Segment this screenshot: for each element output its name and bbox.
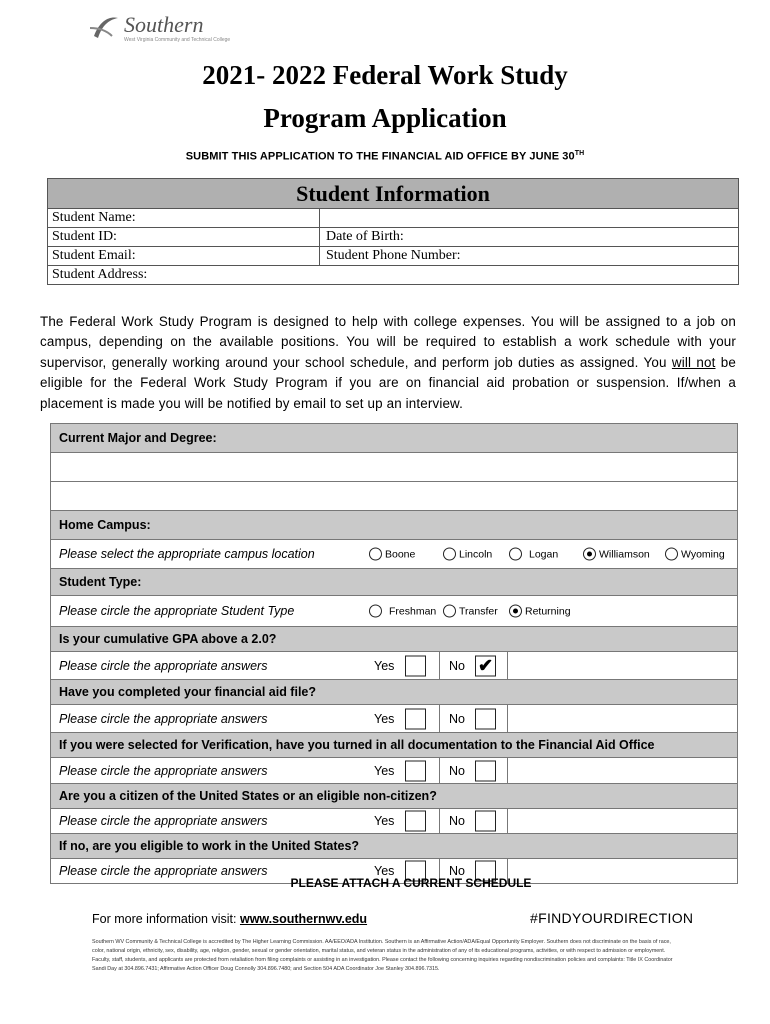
radio-icon <box>665 548 678 561</box>
student-name-label: Student Name: <box>48 209 320 227</box>
verification-answer-row <box>51 757 737 783</box>
radio-icon <box>369 605 382 618</box>
major-input[interactable] <box>51 452 737 481</box>
citizenship-question: Are you a citizen of the United States or an eligible non-citizen? <box>51 783 737 808</box>
type-option-returning[interactable] <box>509 605 571 618</box>
gpa-no-label: No <box>449 658 465 673</box>
student-id-label: Student ID: <box>48 228 320 246</box>
type-heading: Student Type: <box>51 568 737 595</box>
campus-option-logan[interactable] <box>509 548 558 561</box>
spacer-row <box>51 481 737 510</box>
citizenship-yes-label: Yes <box>374 814 395 828</box>
student-name-field[interactable] <box>320 209 738 227</box>
major-heading: Current Major and Degree: <box>51 423 737 452</box>
citizenship-no-label: No <box>449 814 465 828</box>
work-eligibility-question: If no, are you eligible to work in the United States? <box>51 833 737 858</box>
divider <box>439 758 440 783</box>
financial-aid-question: Have you completed your financial aid file? <box>51 679 737 704</box>
financial-aid-yes-checkbox[interactable] <box>405 708 426 729</box>
verification-yes-checkbox[interactable] <box>405 760 426 781</box>
citizenship-answer-row <box>51 808 737 833</box>
divider <box>439 705 440 732</box>
financial-aid-no-checkbox[interactable] <box>475 708 496 729</box>
verification-yes-label: Yes <box>374 763 395 778</box>
gpa-prompt: Please circle the appropriate answers <box>59 658 268 673</box>
verification-prompt: Please circle the appropriate answers <box>59 763 268 778</box>
description-emphasis: will not <box>671 354 716 370</box>
page-title: 2021- 2022 Federal Work Study <box>202 60 568 90</box>
student-name-row <box>48 209 738 228</box>
type-option-label: Transfer <box>459 605 498 617</box>
campus-option-label: Lincoln <box>459 548 493 560</box>
divider <box>439 809 440 833</box>
campus-option-boone[interactable] <box>369 548 415 561</box>
campus-option-label: Williamson <box>599 548 650 560</box>
submission-instruction <box>0 150 770 163</box>
logo-subtitle: West Virginia Community and Technical College <box>124 37 231 43</box>
radio-icon <box>509 548 522 561</box>
program-description <box>40 312 736 414</box>
submission-sup: TH <box>574 150 585 157</box>
phone-label[interactable]: Student Phone Number: <box>326 248 461 263</box>
citizenship-prompt: Please circle the appropriate answers <box>59 814 268 828</box>
campus-option-wyoming[interactable] <box>665 548 725 561</box>
campus-option-williamson[interactable] <box>583 548 650 561</box>
type-prompt: Please circle the appropriate Student Type <box>59 604 295 618</box>
gpa-yes-checkbox[interactable] <box>405 655 426 676</box>
citizenship-no-checkbox[interactable] <box>475 811 496 832</box>
gpa-question: Is your cumulative GPA above a 2.0? <box>51 626 737 651</box>
campus-option-label: Boone <box>385 548 416 560</box>
verification-no-checkbox[interactable] <box>475 760 496 781</box>
campus-option-label: Logan <box>529 548 559 560</box>
submission-text: SUBMIT THIS APPLICATION TO THE FINANCIAL AID OFFICE BY JUNE 30 <box>185 150 575 163</box>
radio-icon <box>443 548 456 561</box>
divider <box>439 652 440 679</box>
student-address-row <box>48 266 738 284</box>
attach-schedule-note: PLEASE ATTACH A CURRENT SCHEDULE <box>290 876 532 890</box>
gpa-answer-row <box>51 651 737 679</box>
description-part1: The Federal Work Study Program is designed to help with college expenses. You will be assigned to a job on campus, depending on the available positions. You will be required to establish a work schedule with your supervisor, generally working around your school schedule, and perform job duties as assigned. You <box>40 314 736 370</box>
radio-icon <box>369 548 382 561</box>
page-subtitle: Program Application <box>263 103 507 133</box>
checkmark-icon: ✔ <box>477 655 494 675</box>
financial-aid-prompt: Please circle the appropriate answers <box>59 711 268 726</box>
student-email-row <box>48 247 738 266</box>
type-option-freshman[interactable] <box>369 605 436 618</box>
college-logo <box>90 10 250 48</box>
campus-heading: Home Campus: <box>51 510 737 539</box>
verification-question: If you were selected for Verification, have you turned in all documentation to the Financial Aid Office <box>51 732 737 757</box>
divider <box>507 758 508 783</box>
description-part2: be eligible for the Federal Work Study Program if you are on financial aid probation or suspension. If/when a placement is made you will be notified by email to set up an interview. <box>40 354 736 411</box>
slogan: #FINDYOURDIRECTION <box>530 910 694 926</box>
application-questions-table <box>50 423 738 884</box>
type-option-label: Freshman <box>389 605 437 617</box>
type-row <box>51 595 737 626</box>
campus-option-label: Wyoming <box>681 548 725 560</box>
work-eligibility-yes-label: Yes <box>374 864 395 878</box>
citizenship-yes-checkbox[interactable] <box>405 811 426 832</box>
student-address-label[interactable]: Student Address: <box>52 267 148 282</box>
type-option-transfer[interactable] <box>443 605 498 618</box>
campus-prompt: Please select the appropriate campus location <box>59 547 315 561</box>
gpa-yes-label: Yes <box>374 658 395 673</box>
student-info-table <box>47 178 739 285</box>
dob-label[interactable]: Date of Birth: <box>326 229 404 244</box>
student-id-row <box>48 228 738 247</box>
nondiscrimination-statement: Southern WV Community & Technical College is accredited by The Higher Learning Commission. AA/EEO/ADA Institution. Southern is an Affirmative Action/ADA/Equal Opportunity Employer. Southern does not discriminate on the basis of race, color, national origin, ethnicity, sex, disability, age, religion, gender, sexual or gender orientation, marital status, and veteran status in the administration of any of its educational programs, activities, or with respect to admission or employment. Faculty, staff, students, and applicants are protected from retaliation from filing complaints or assisting in an investigation. Please contact the following concerning inquiries regarding nondiscrimination policies and complaints: Title IX Coordinator Sandi Day at 304.896.7431; Affirmative Action Officer Doug Connolly 304.896.7480; and Section 504 ADA Coordinator Joe Stanley 304.896.7315. <box>92 939 673 972</box>
logo-name: Southern <box>124 12 204 37</box>
divider <box>507 652 508 679</box>
divider <box>507 809 508 833</box>
website-link[interactable]: www.southernwv.edu <box>239 912 368 926</box>
verification-no-label: No <box>449 763 465 778</box>
financial-aid-answer-row <box>51 704 737 732</box>
work-eligibility-prompt: Please circle the appropriate answers <box>59 864 268 878</box>
student-email-label: Student Email: <box>48 247 320 265</box>
financial-aid-no-label: No <box>449 711 465 726</box>
campus-row <box>51 539 737 568</box>
type-option-label: Returning <box>525 605 571 617</box>
more-info-text: For more information visit: <box>92 912 240 926</box>
financial-aid-yes-label: Yes <box>374 711 395 726</box>
divider <box>507 705 508 732</box>
student-info-heading: Student Information <box>48 179 738 209</box>
logo-swoosh-icon <box>90 14 120 40</box>
work-eligibility-no-label: No <box>449 864 465 878</box>
more-info <box>92 912 367 926</box>
campus-option-lincoln[interactable] <box>443 548 492 561</box>
radio-selected-icon <box>509 605 522 618</box>
radio-icon <box>443 605 456 618</box>
gpa-no-checkbox[interactable] <box>475 655 496 676</box>
radio-selected-icon <box>583 548 596 561</box>
